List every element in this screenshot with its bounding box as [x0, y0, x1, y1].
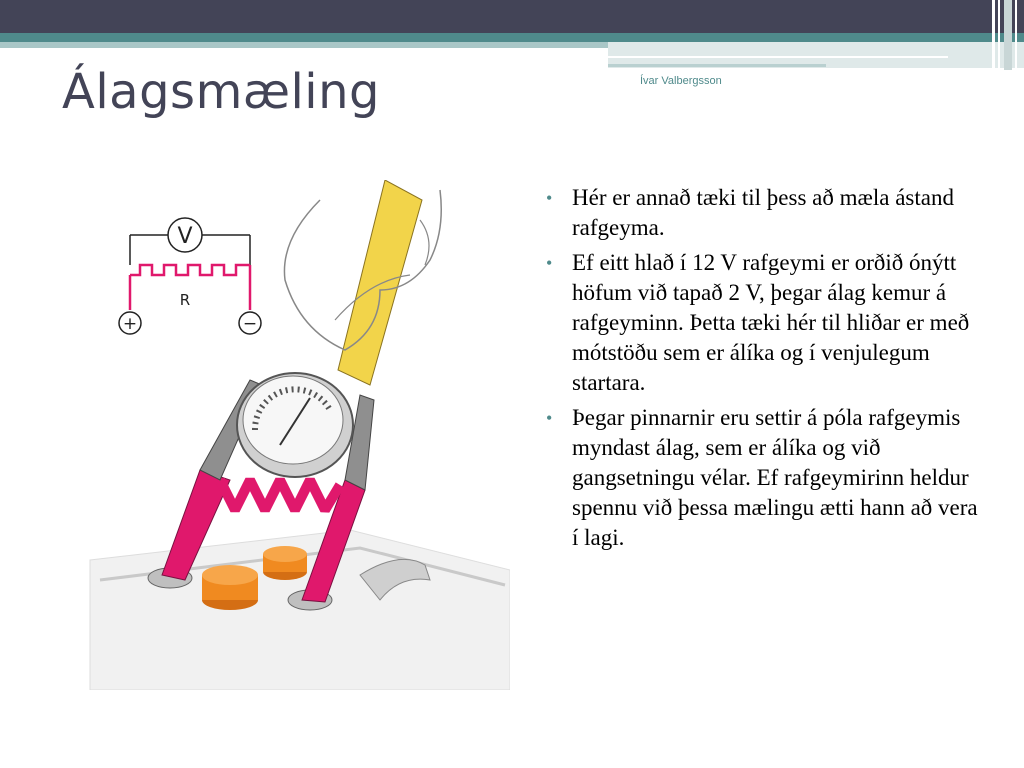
header-accent-line	[608, 56, 948, 58]
tester-resistor-coil	[220, 480, 340, 510]
bullet-dot-icon: •	[546, 188, 553, 208]
bullet-list	[544, 183, 984, 558]
header-teal-band	[0, 33, 1024, 42]
header-accent-line-2	[608, 64, 826, 67]
svg-text:−: −	[242, 314, 258, 334]
voltmeter-label: V	[177, 224, 193, 249]
circuit-schematic	[119, 218, 261, 334]
cell-cap-1	[202, 565, 258, 610]
resistor-label: R	[179, 291, 191, 309]
slide-title: Álagsmæling	[62, 64, 381, 120]
bullet-dot-icon: •	[546, 408, 553, 428]
tester-gauge	[237, 373, 353, 477]
header-teal-light-band	[0, 42, 608, 48]
bullet-item: • Hér er annað tæki til þess að mæla ástand rafgeyma.	[546, 185, 954, 240]
tester-handle	[338, 180, 422, 385]
battery-load-tester-illustration	[80, 180, 510, 690]
author-name: Ívar Valbergsson	[640, 75, 722, 87]
bullet-item: • Þegar pinnarnir eru settir á póla rafgeymis myndast álag, sem er álíka og við gangsetningu vélar. Ef rafgeymirinn heldur spennu við þessa mælingu ætti hann að vera í lagi.	[546, 405, 978, 550]
header-dark-bar	[0, 0, 1024, 33]
resistor-symbol	[130, 265, 250, 275]
bullet-item: • Ef eitt hlað í 12 V rafgeymi er orðið ónýtt höfum við tapað 2 V, þegar álag kemur á rafgeyminn. Þetta tæki hér til hliðar er með mótstöðu sem er álíka og í venjulegum startara.	[546, 250, 970, 395]
header-vertical-stripes	[988, 0, 1024, 70]
cell-cap-2	[263, 546, 307, 580]
bullet-dot-icon: •	[546, 253, 553, 273]
svg-text:+: +	[122, 314, 138, 334]
